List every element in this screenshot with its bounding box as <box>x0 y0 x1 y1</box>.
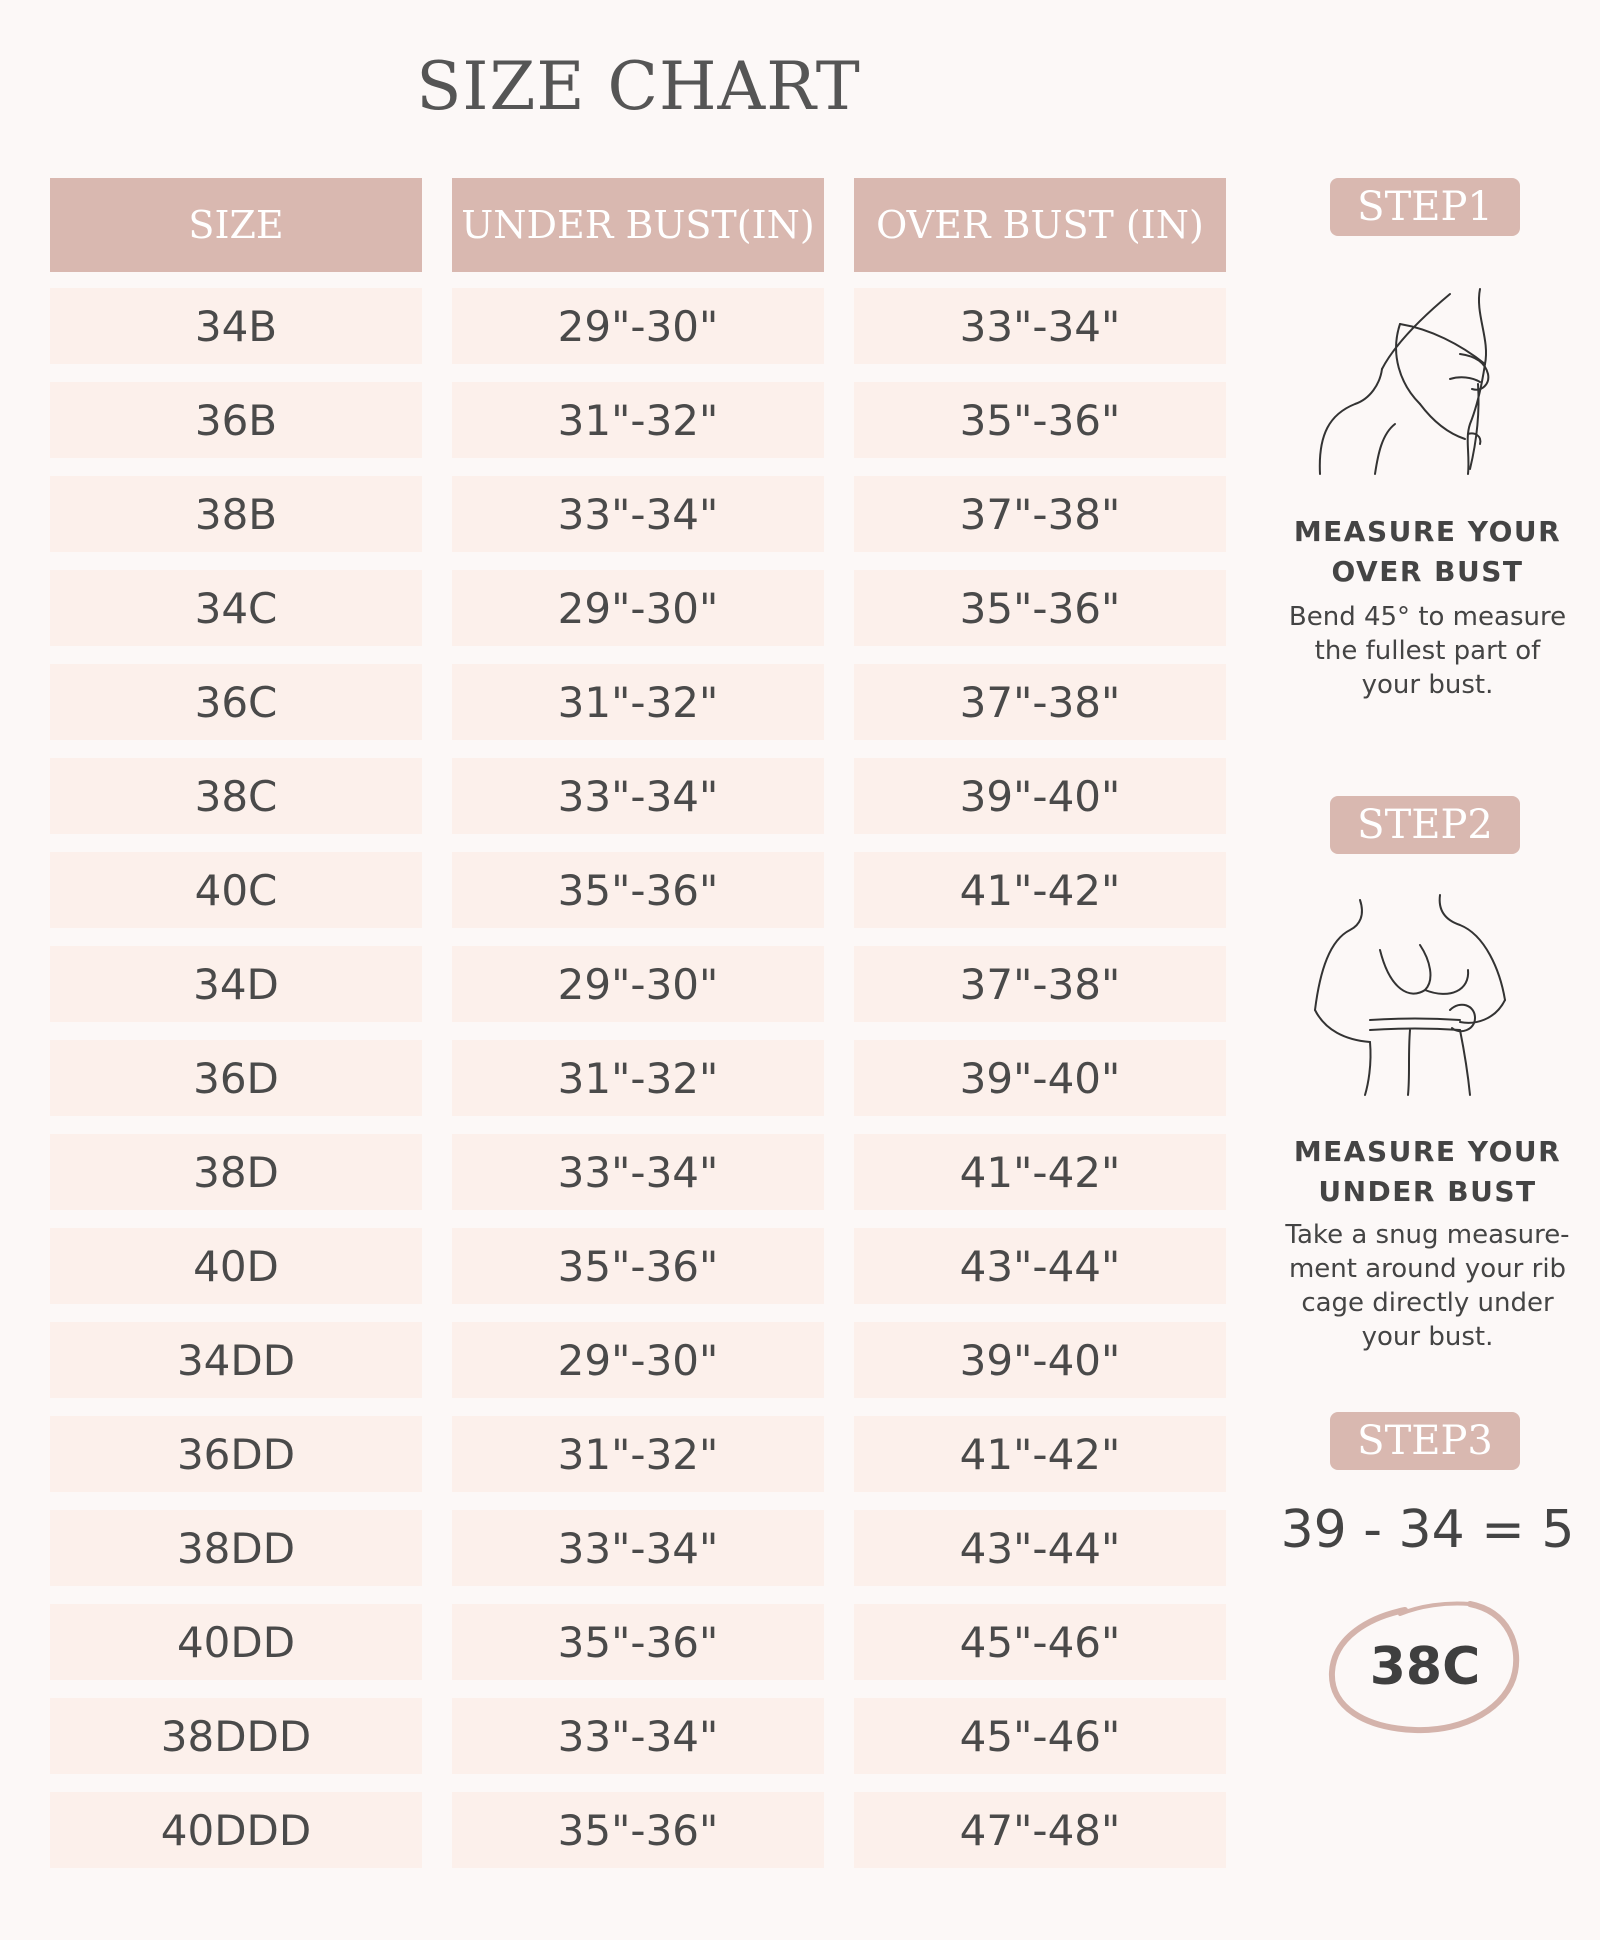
step1-desc-line1: Bend 45° to measure <box>1288 602 1567 632</box>
size-cell: 40DDD <box>50 1792 422 1868</box>
size-cell: 40C <box>50 852 422 928</box>
under-bust-cell: 33"-34" <box>452 1698 824 1774</box>
size-table <box>50 178 1226 1886</box>
size-cell: 40DD <box>50 1604 422 1680</box>
under-bust-cell: 31"-32" <box>452 1416 824 1492</box>
header-size: SIZE <box>50 178 422 272</box>
over-bust-measure-icon <box>1300 284 1540 484</box>
over-bust-cell: 39"-40" <box>854 1322 1226 1398</box>
over-bust-cell: 39"-40" <box>854 1040 1226 1116</box>
over-bust-cell: 35"-36" <box>854 570 1226 646</box>
step2-heading-line2: UNDER BUST <box>1318 1175 1537 1208</box>
under-bust-measure-icon <box>1310 890 1510 1100</box>
size-cell: 34C <box>50 570 422 646</box>
size-cell: 36DD <box>50 1416 422 1492</box>
page-title: SIZE CHART <box>416 48 861 125</box>
under-bust-cell: 33"-34" <box>452 476 824 552</box>
size-cell: 34D <box>50 946 422 1022</box>
step3-equation: 39 - 34 = 5 <box>1280 1500 1575 1560</box>
size-cell: 36B <box>50 382 422 458</box>
size-cell: 38B <box>50 476 422 552</box>
step3-result-wrap <box>1320 1592 1530 1742</box>
under-bust-cell: 35"-36" <box>452 1604 824 1680</box>
under-bust-cell: 33"-34" <box>452 1510 824 1586</box>
step2-heading-line1: MEASURE YOUR <box>1293 1135 1562 1168</box>
over-bust-cell: 43"-44" <box>854 1510 1226 1586</box>
under-bust-cell: 35"-36" <box>452 1228 824 1304</box>
over-bust-cell: 47"-48" <box>854 1792 1226 1868</box>
under-bust-cell: 33"-34" <box>452 758 824 834</box>
size-cell: 38DD <box>50 1510 422 1586</box>
under-bust-cell: 29"-30" <box>452 1322 824 1398</box>
under-bust-cell: 35"-36" <box>452 1792 824 1868</box>
size-cell: 34DD <box>50 1322 422 1398</box>
size-cell: 38DDD <box>50 1698 422 1774</box>
step1-heading-line2: OVER BUST <box>1331 555 1524 588</box>
over-bust-cell: 41"-42" <box>854 1134 1226 1210</box>
size-cell: 40D <box>50 1228 422 1304</box>
over-bust-cell: 41"-42" <box>854 1416 1226 1492</box>
under-bust-cell: 29"-30" <box>452 570 824 646</box>
under-bust-cell: 31"-32" <box>452 664 824 740</box>
size-cell: 38D <box>50 1134 422 1210</box>
step1-heading-line1: MEASURE YOUR <box>1293 515 1562 548</box>
over-bust-cell: 45"-46" <box>854 1604 1226 1680</box>
step1-desc-line3: your bust. <box>1361 670 1494 700</box>
step2-badge: STEP2 <box>1330 796 1520 854</box>
over-bust-cell: 33"-34" <box>854 288 1226 364</box>
under-bust-cell: 29"-30" <box>452 288 824 364</box>
size-cell: 38C <box>50 758 422 834</box>
over-bust-cell: 35"-36" <box>854 382 1226 458</box>
step3-badge: STEP3 <box>1330 1412 1520 1470</box>
step2-desc-line1: Take a snug measure- <box>1285 1220 1570 1250</box>
under-bust-cell: 33"-34" <box>452 1134 824 1210</box>
step1-desc-line2: the fullest part of <box>1314 636 1541 666</box>
step2-desc-line4: your bust. <box>1361 1322 1494 1352</box>
under-bust-cell: 35"-36" <box>452 852 824 928</box>
size-cell: 36D <box>50 1040 422 1116</box>
over-bust-cell: 37"-38" <box>854 946 1226 1022</box>
step1-badge: STEP1 <box>1330 178 1520 236</box>
size-cell: 36C <box>50 664 422 740</box>
step2-desc-line2: ment around your rib <box>1288 1254 1567 1284</box>
header-over-bust: OVER BUST (IN) <box>854 178 1226 272</box>
over-bust-cell: 43"-44" <box>854 1228 1226 1304</box>
size-cell: 34B <box>50 288 422 364</box>
over-bust-cell: 41"-42" <box>854 852 1226 928</box>
over-bust-cell: 39"-40" <box>854 758 1226 834</box>
under-bust-cell: 31"-32" <box>452 382 824 458</box>
under-bust-cell: 31"-32" <box>452 1040 824 1116</box>
over-bust-cell: 37"-38" <box>854 476 1226 552</box>
step2-desc-line3: cage directly under <box>1301 1288 1554 1318</box>
over-bust-cell: 45"-46" <box>854 1698 1226 1774</box>
header-under-bust: UNDER BUST(IN) <box>452 178 824 272</box>
step3-result: 38C <box>1369 1637 1481 1697</box>
over-bust-cell: 37"-38" <box>854 664 1226 740</box>
under-bust-cell: 29"-30" <box>452 946 824 1022</box>
